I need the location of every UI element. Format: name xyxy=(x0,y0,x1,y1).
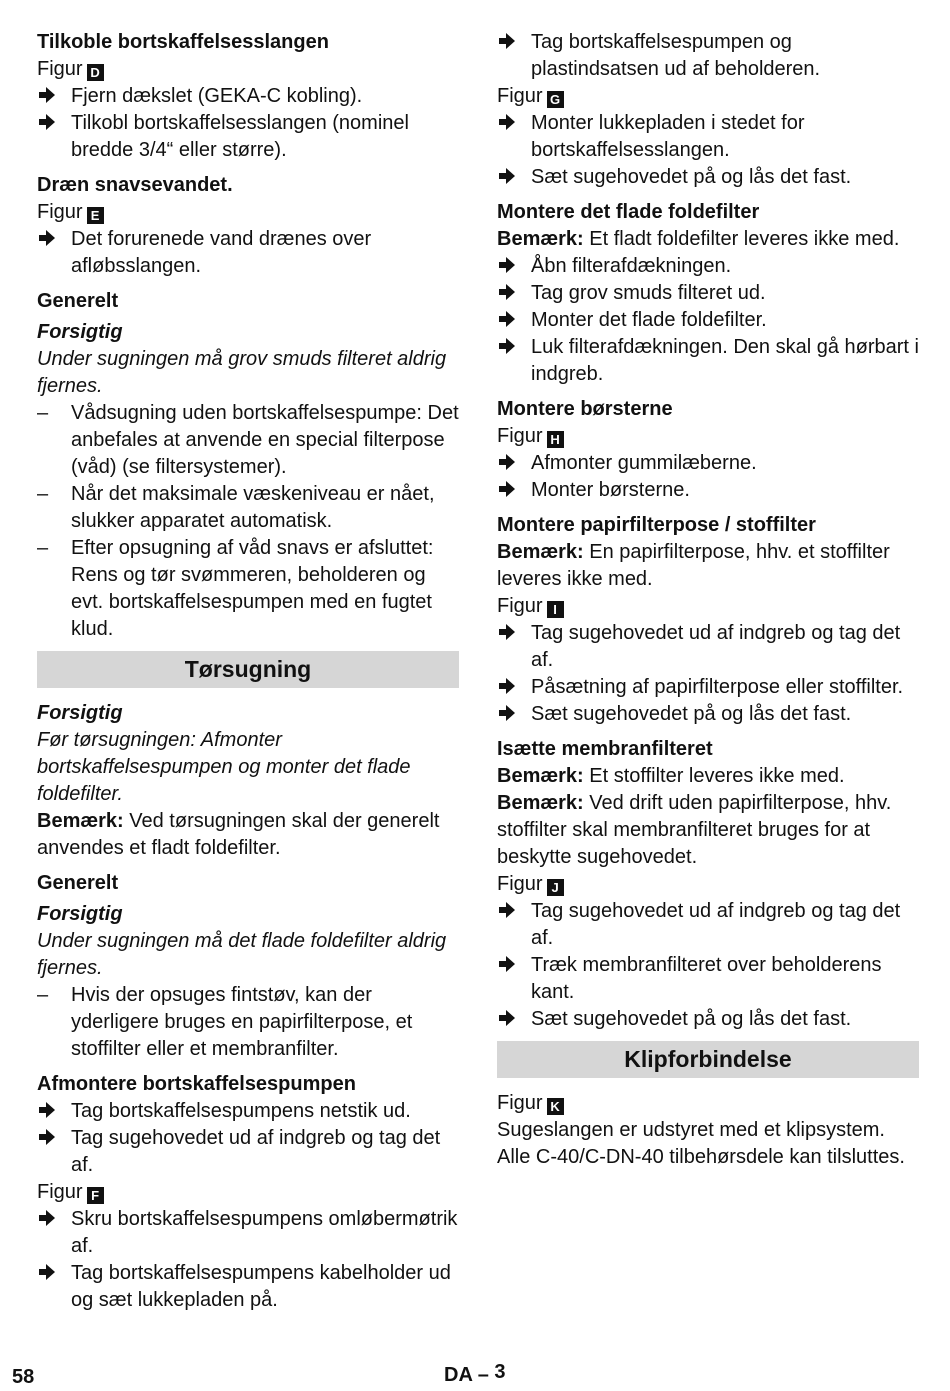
heading: Montere børsterne xyxy=(497,398,673,420)
instruction-step xyxy=(37,1260,459,1314)
figure-label: Figur xyxy=(37,201,83,223)
figure-label: Figur xyxy=(497,85,543,107)
section-code: DA – xyxy=(444,1364,489,1386)
arrow-marker xyxy=(37,1125,67,1152)
instruction-step xyxy=(497,253,919,280)
figure-label: Figur xyxy=(497,595,543,617)
arrow-marker xyxy=(497,952,527,979)
figure-reference xyxy=(497,83,919,110)
note-label: Bemærk: xyxy=(497,765,584,787)
item-text: Tag bortskaffelsespumpens kabelholder ud og sæt lukkepladen på. xyxy=(71,1262,451,1311)
arrow-icon xyxy=(497,479,517,499)
figure-reference xyxy=(497,1090,919,1117)
instruction-step xyxy=(497,952,919,1006)
arrow-icon xyxy=(37,228,57,248)
arrow-marker xyxy=(37,1260,67,1287)
item-text: Monter børsterne. xyxy=(531,479,690,501)
note-paragraph xyxy=(497,226,919,253)
item-text: Skru bortskaffelsespumpens omløbermøtrik af. xyxy=(71,1208,458,1257)
item-text: Vådsugning uden bortskaffelsespumpe: Det anbefales at anvende en special filterpose (våd) (se filtersystemer). xyxy=(71,402,459,478)
item-text: Fjern dækslet (GEKA-C kobling). xyxy=(71,85,363,107)
arrow-marker xyxy=(497,110,527,137)
item-text: Luk filterafdækningen. Den skal gå hørbart i indgreb. xyxy=(531,336,919,385)
instruction-step xyxy=(37,110,459,164)
caution-label: Forsigtig xyxy=(37,702,123,724)
figure-letter-badge: G xyxy=(547,91,564,108)
arrow-icon xyxy=(497,622,517,642)
figure-label: Figur xyxy=(497,1092,543,1114)
arrow-icon xyxy=(497,900,517,920)
item-text: Tag grov smuds filteret ud. xyxy=(531,282,766,304)
arrow-icon xyxy=(497,703,517,723)
item-text: Efter opsugning af våd snavs er afsluttet: Rens og tør svømmeren, beholderen og evt. bortskaffelsespumpen med en fugtet klud. xyxy=(71,537,434,640)
figure-reference xyxy=(37,56,459,83)
arrow-marker xyxy=(497,334,527,361)
arrow-marker xyxy=(497,307,527,334)
arrow-marker xyxy=(497,674,527,701)
arrow-icon xyxy=(37,1100,57,1120)
arrow-icon xyxy=(37,1262,57,1282)
heading: Afmontere bortskaffelsespumpen xyxy=(37,1073,356,1095)
caution-text: Før tørsugningen: Afmonter bortskaffelsespumpen og monter det flade foldefilter. xyxy=(37,729,411,805)
item-text: Træk membranfilteret over beholderens kant. xyxy=(531,954,882,1003)
arrow-icon xyxy=(497,112,517,132)
instruction-step xyxy=(497,29,919,83)
item-text: Tag bortskaffelsespumpen og plastindsatsen ud af beholderen. xyxy=(531,31,821,80)
figure-label: Figur xyxy=(497,425,543,447)
note-text: Et fladt foldefilter leveres ikke med. xyxy=(583,228,900,250)
figure-letter-badge: D xyxy=(87,64,104,81)
instruction-step xyxy=(497,334,919,388)
arrow-marker xyxy=(497,29,527,56)
item-text: Tag sugehovedet ud af indgreb og tag det af. xyxy=(531,900,901,949)
arrow-icon xyxy=(497,255,517,275)
bullet-item xyxy=(37,982,459,1063)
item-text: Sæt sugehovedet på og lås det fast. xyxy=(531,703,852,725)
caution-text: Under sugningen må grov smuds filteret aldrig fjernes. xyxy=(37,348,447,397)
arrow-icon xyxy=(497,336,517,356)
instruction-step xyxy=(497,620,919,674)
figure-label: Figur xyxy=(497,873,543,895)
arrow-marker xyxy=(37,83,67,110)
item-text: Tag bortskaffelsespumpens netstik ud. xyxy=(71,1100,411,1122)
heading: Generelt xyxy=(37,872,119,894)
figure-label: Figur xyxy=(37,1181,83,1203)
item-text: Påsætning af papirfilterpose eller stoffilter. xyxy=(531,676,904,698)
arrow-icon xyxy=(497,1008,517,1028)
arrow-icon xyxy=(37,112,57,132)
instruction-step xyxy=(497,164,919,191)
instruction-step xyxy=(497,674,919,701)
arrow-marker xyxy=(37,1206,67,1233)
figure-letter-badge: J xyxy=(547,879,564,896)
instruction-step xyxy=(497,477,919,504)
instruction-step xyxy=(497,1006,919,1033)
figure-reference xyxy=(497,423,919,450)
item-text: Sæt sugehovedet på og lås det fast. xyxy=(531,166,852,188)
arrow-marker xyxy=(497,1006,527,1033)
item-text: Tag sugehovedet ud af indgreb og tag det af. xyxy=(71,1127,441,1176)
figure-reference xyxy=(37,199,459,226)
page-section-label xyxy=(444,1362,506,1389)
note-label: Bemærk: xyxy=(497,792,584,814)
arrow-icon xyxy=(37,1208,57,1228)
arrow-icon xyxy=(37,1127,57,1147)
note-label: Bemærk: xyxy=(37,810,124,832)
section-title: Tørsugning xyxy=(37,651,459,688)
arrow-icon xyxy=(497,31,517,51)
figure-letter-badge: E xyxy=(87,207,104,224)
bullet-item xyxy=(37,481,459,535)
note-paragraph xyxy=(37,808,459,862)
arrow-marker xyxy=(497,898,527,925)
arrow-marker xyxy=(37,226,67,253)
heading: Isætte membranfilteret xyxy=(497,738,713,760)
section-title: Klipforbindelse xyxy=(497,1041,919,1078)
note-label: Bemærk: xyxy=(497,228,584,250)
item-text: Det forurenede vand drænes over afløbsslangen. xyxy=(71,228,372,277)
arrow-icon xyxy=(497,309,517,329)
note-text: Ved tørsugningen skal der generelt anvendes et fladt foldefilter. xyxy=(37,810,440,859)
arrow-marker xyxy=(497,164,527,191)
dash-marker: – xyxy=(37,483,49,505)
arrow-icon xyxy=(37,85,57,105)
instruction-step xyxy=(37,83,459,110)
heading: Generelt xyxy=(37,290,119,312)
instruction-step xyxy=(497,450,919,477)
section-page: 3 xyxy=(494,1361,506,1383)
item-text: Åbn filterafdækningen. xyxy=(531,255,732,277)
note-paragraph xyxy=(497,539,919,593)
instruction-step xyxy=(497,110,919,164)
arrow-marker xyxy=(497,620,527,647)
heading: Montere det flade foldefilter xyxy=(497,201,760,223)
instruction-step xyxy=(497,701,919,728)
body-paragraph: Sugeslangen er udstyret med et klipsystem. Alle C-40/C-DN-40 tilbehørsdele kan tilsluttes. xyxy=(497,1119,905,1168)
arrow-marker xyxy=(497,253,527,280)
note-text: Et stoffilter leveres ikke med. xyxy=(583,765,845,787)
arrow-marker xyxy=(497,280,527,307)
note-label: Bemærk: xyxy=(497,541,584,563)
arrow-icon xyxy=(497,954,517,974)
instruction-step xyxy=(497,280,919,307)
instruction-step xyxy=(497,898,919,952)
note-paragraph xyxy=(497,763,919,790)
figure-reference xyxy=(497,871,919,898)
item-text: Når det maksimale væskeniveau er nået, slukker apparatet automatisk. xyxy=(71,483,435,532)
bullet-item xyxy=(37,400,459,481)
arrow-marker xyxy=(497,701,527,728)
right-column xyxy=(497,29,919,1171)
arrow-icon xyxy=(497,676,517,696)
item-text: Monter lukkepladen i stedet for bortskaffelsesslangen. xyxy=(531,112,805,161)
arrow-marker xyxy=(497,477,527,504)
page-number: 58 xyxy=(12,1366,35,1388)
arrow-marker xyxy=(497,450,527,477)
item-text: Tag sugehovedet ud af indgreb og tag det af. xyxy=(531,622,901,671)
arrow-icon xyxy=(497,166,517,186)
note-text: Ved drift uden papirfilterpose, hhv. stoffilter skal membranfilteret bruges for at beskytte sugehovedet. xyxy=(497,792,892,868)
instruction-step xyxy=(37,1206,459,1260)
arrow-marker xyxy=(37,110,67,137)
item-text: Sæt sugehovedet på og lås det fast. xyxy=(531,1008,852,1030)
caution-label: Forsigtig xyxy=(37,321,123,343)
left-column xyxy=(37,29,459,1314)
arrow-marker xyxy=(37,1098,67,1125)
caution-label: Forsigtig xyxy=(37,903,123,925)
instruction-step xyxy=(497,307,919,334)
caution-text: Under sugningen må det flade foldefilter aldrig fjernes. xyxy=(37,930,447,979)
note-paragraph xyxy=(497,790,919,871)
dash-marker: – xyxy=(37,984,49,1006)
instruction-step xyxy=(37,1125,459,1179)
heading: Tilkoble bortskaffelsesslangen xyxy=(37,31,329,53)
figure-reference xyxy=(497,593,919,620)
item-text: Hvis der opsuges fintstøv, kan der yderligere bruges en papirfilterpose, et stoffilter eller et membranfilter. xyxy=(71,984,413,1060)
figure-label: Figur xyxy=(37,58,83,80)
figure-letter-badge: I xyxy=(547,601,564,618)
heading: Montere papirfilterpose / stoffilter xyxy=(497,514,816,536)
bullet-item xyxy=(37,535,459,643)
dash-marker: – xyxy=(37,402,49,424)
note-text: En papirfilterpose, hhv. et stoffilter leveres ikke med. xyxy=(497,541,890,590)
figure-reference xyxy=(37,1179,459,1206)
instruction-step xyxy=(37,226,459,280)
figure-letter-badge: H xyxy=(547,431,564,448)
dash-marker: – xyxy=(37,537,49,559)
item-text: Monter det flade foldefilter. xyxy=(531,309,767,331)
figure-letter-badge: K xyxy=(547,1098,564,1115)
instruction-step xyxy=(37,1098,459,1125)
heading: Dræn snavsevandet. xyxy=(37,174,233,196)
item-text: Tilkobl bortskaffelsesslangen (nominel bredde 3/4“ eller større). xyxy=(71,112,409,161)
item-text: Afmonter gummilæberne. xyxy=(531,452,757,474)
arrow-icon xyxy=(497,282,517,302)
arrow-icon xyxy=(497,452,517,472)
figure-letter-badge: F xyxy=(87,1187,104,1204)
